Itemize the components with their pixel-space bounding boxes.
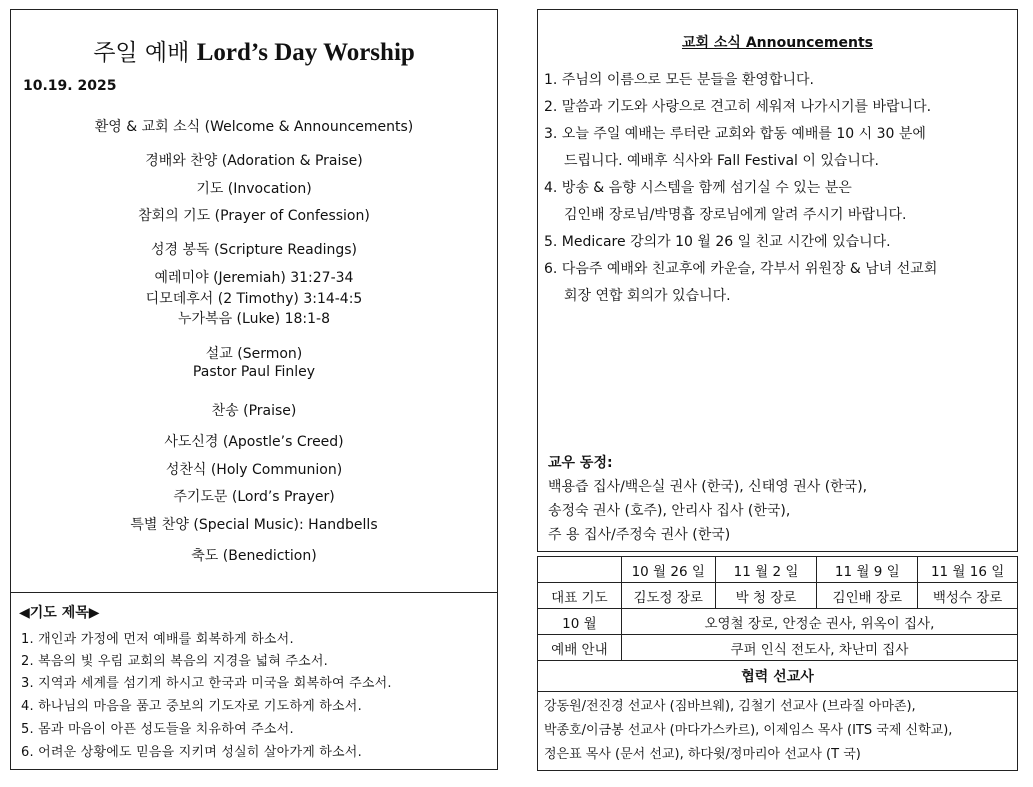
order-item: 경배와 찬양 (Adoration & Praise) — [145, 153, 363, 169]
announcement-line: 4. 방송 & 음향 시스템을 함께 섬기실 수 있는 분은 — [544, 180, 852, 196]
missionary-line: 강동원/전진경 선교사 (짐바브웨), 김철기 선교사 (브라질 아마존), — [544, 699, 916, 714]
prayer-item: 2. 복음의 빛 우림 교회의 복음의 지경을 넓혀 주소서. — [21, 654, 328, 669]
announcement-line: 드립니다. 예배후 식사와 Fall Festival 이 있습니다. — [564, 153, 879, 169]
announcement-line: 6. 다음주 예배와 친교후에 카운슬, 각부서 위원장 & 남녀 선교회 — [544, 261, 938, 277]
schedule-table — [537, 556, 1018, 771]
announcement-line: 1. 주님의 이름으로 모든 분들을 환영합니다. — [544, 72, 814, 88]
date-header: 11 월 9 일 — [817, 557, 918, 583]
prayer-item: 5. 몸과 마음이 아픈 성도들을 치유하여 주소서. — [21, 722, 294, 737]
order-item: 참회의 기도 (Prayer of Confession) — [138, 208, 370, 224]
prayer-item: 6. 어려운 상황에도 믿음을 지키며 성실히 살아가게 하소서. — [21, 745, 362, 760]
announcements-heading: 교회 소식 Announcements — [681, 35, 874, 51]
prayer-item: 3. 지역과 세계를 섬기게 하시고 한국과 미국을 회복하여 주소서. — [21, 676, 392, 691]
bulletin-title — [11, 34, 497, 67]
announcement-line: 5. Medicare 강의가 10 월 26 일 친교 시간에 있습니다. — [544, 234, 891, 250]
members-news-heading: 교우 동정: — [548, 455, 613, 471]
order-item: 찬송 (Praise) — [211, 403, 297, 419]
announcement-line: 김인배 장로님/박명흡 장로님에게 알려 주시기 바랍니다. — [564, 207, 907, 223]
table-cell: 오영철 장로, 안정순 권사, 위옥이 집사, — [621, 609, 1017, 635]
order-item: 사도신경 (Apostle’s Creed) — [164, 434, 344, 450]
missionary-line: 박종호/이금봉 선교사 (마다가스카르), 이제임스 목사 (ITS 국제 신학교), — [544, 723, 953, 738]
announcement-line: 2. 말씀과 기도와 사랑으로 견고히 세워져 나가시기를 바랍니다. — [544, 99, 932, 115]
table-row — [538, 661, 1018, 692]
order-item: 축도 (Benediction) — [191, 548, 317, 564]
row-label: 대표 기도 — [538, 583, 622, 609]
preacher-name: Pastor Paul Finley — [192, 364, 316, 380]
prayer-item: 1. 개인과 가정에 먼저 예배를 회복하게 하소서. — [21, 632, 294, 647]
table-row — [538, 557, 1018, 583]
scripture-reading: 디모데후서 (2 Timothy) 3:14-4:5 — [145, 291, 363, 307]
missionary-line: 정은표 목사 (문서 선교), 하다윗/정마리아 선교사 (T 국) — [544, 747, 861, 762]
members-news-line: 송정숙 권사 (호주), 안리사 집사 (한국), — [548, 503, 791, 519]
table-row — [538, 692, 1018, 771]
members-news-line: 주 용 집사/주정숙 권사 (한국) — [548, 527, 731, 543]
table-row — [538, 609, 1018, 635]
order-item: 주기도문 (Lord’s Prayer) — [173, 489, 335, 505]
worship-order-panel — [10, 9, 498, 770]
date-header: 11 월 16 일 — [918, 557, 1018, 583]
missionaries-heading: 협력 선교사 — [538, 661, 1018, 692]
row-label: 10 월 — [538, 609, 622, 635]
order-item: 특별 찬양 (Special Music): Handbells — [130, 517, 378, 533]
announcements-panel — [537, 9, 1018, 552]
order-item: 기도 (Invocation) — [196, 181, 312, 197]
prayer-item: 4. 하나님의 마음을 품고 중보의 기도자로 기도하게 하소서. — [21, 699, 362, 714]
date-header: 11 월 2 일 — [715, 557, 817, 583]
order-item: 환영 & 교회 소식 (Welcome & Announcements) — [94, 119, 414, 135]
prayer-heading: ◀기도 제목▶ — [19, 605, 100, 621]
bulletin-date: 10.19. 2025 — [23, 78, 117, 94]
order-item: 성경 봉독 (Scripture Readings) — [150, 242, 358, 258]
scripture-reading: 예레미야 (Jeremiah) 31:27-34 — [154, 270, 354, 286]
title-korean: 주일 예배 — [93, 40, 190, 66]
table-cell: 백성수 장로 — [918, 583, 1018, 609]
schedule-section — [537, 556, 1018, 770]
section-divider — [11, 592, 497, 593]
order-item: 성찬식 (Holy Communion) — [165, 462, 343, 478]
announcement-line: 3. 오늘 주일 예배는 루터란 교회와 합동 예배를 10 시 30 분에 — [544, 126, 926, 142]
table-cell: 쿠퍼 인식 전도사, 차난미 집사 — [621, 635, 1017, 661]
missionaries-list — [538, 692, 1018, 771]
table-cell — [538, 557, 622, 583]
row-label: 예배 안내 — [538, 635, 622, 661]
members-news-line: 백용즙 집사/백은실 권사 (한국), 신태영 권사 (한국), — [548, 479, 868, 495]
order-item: 설교 (Sermon) — [205, 346, 303, 362]
announcement-line: 회장 연합 회의가 있습니다. — [564, 288, 731, 304]
table-row — [538, 635, 1018, 661]
table-cell: 김도정 장로 — [621, 583, 715, 609]
title-english: Lord’s Day Worship — [196, 39, 415, 66]
scripture-reading: 누가복음 (Luke) 18:1-8 — [178, 311, 330, 327]
table-cell: 김인배 장로 — [817, 583, 918, 609]
date-header: 10 월 26 일 — [621, 557, 715, 583]
table-row — [538, 583, 1018, 609]
table-cell: 박 청 장로 — [715, 583, 817, 609]
